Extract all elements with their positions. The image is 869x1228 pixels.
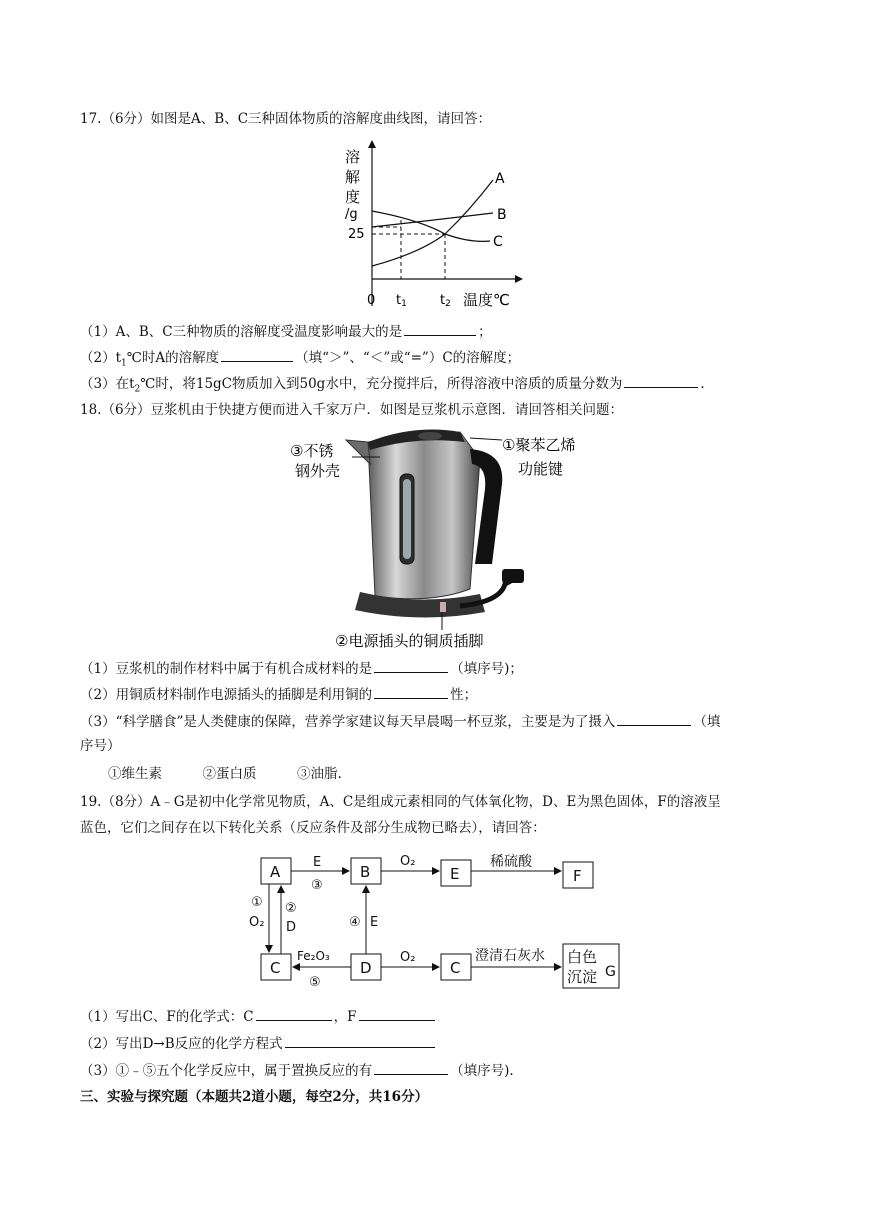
curve-c-label: C	[493, 234, 503, 250]
y-axis-label-4: /g	[345, 207, 358, 222]
y-tick-25: 25	[348, 227, 365, 242]
q17-blank-1[interactable]	[404, 321, 476, 336]
y-axis-label-3: 度	[345, 188, 361, 206]
arrow-ca-reagent: D	[286, 920, 297, 935]
q18-blank-2[interactable]	[374, 684, 448, 699]
arrow-ac-number: ①	[251, 895, 263, 910]
q17-stem: 17.（6分）如图是A、B、C三种固体物质的溶解度曲线图，请回答：	[80, 111, 492, 127]
arrow-be-label: O₂	[400, 854, 416, 869]
q17-sub2: $(2)t_1℃$时A的溶解度 （填“＞”、“＜”或“=”）C的溶解度；	[80, 347, 520, 373]
y-axis-label-1: 溶	[345, 148, 361, 166]
box-g-line1: 白色	[567, 948, 598, 966]
arrow-dc2-label: O₂	[400, 950, 416, 965]
label-polystyrene-1: ①聚苯乙烯	[502, 436, 576, 454]
arrow-dc-number: ⑤	[309, 975, 321, 990]
q18-sub2: （2）用铜质材料制作电源插头的插脚是利用铜的 性；	[80, 684, 477, 704]
q17-sub3: （3）在$t_2℃$时，将15gC物质加入到50g水中，充分搅拌后，所得溶液中溶质的质量分数为 .	[80, 373, 705, 399]
box-c-right: C	[450, 959, 461, 977]
q18-options: ①维生素 ②蛋白质 ③油脂.	[108, 766, 342, 782]
arrow-db-reagent: E	[370, 915, 379, 930]
arrow-ca-number: ②	[285, 901, 297, 916]
arrow-ef-label: 稀硫酸	[490, 854, 532, 870]
arrow-dc-reagent: Fe₂O₃	[297, 949, 330, 963]
q19-sub1: （1）写出C、F的化学式：C ，F	[80, 1006, 437, 1026]
x-tick-t1: t1	[396, 293, 407, 309]
q18-blank-3[interactable]	[617, 711, 691, 726]
arrow-cg-label: 澄清石灰水	[475, 948, 545, 964]
q18-sub3-cont: 序号）	[80, 738, 121, 754]
curve-a-label: A	[495, 171, 505, 187]
soymilk-maker-figure	[280, 424, 610, 652]
box-b: B	[360, 863, 371, 881]
q19-sub3: （3）①﹣⑤五个化学反应中，属于置换反应的有 （填序号).	[80, 1060, 514, 1080]
q17-blank-3[interactable]	[624, 373, 698, 388]
q18-blank-1[interactable]	[374, 658, 448, 673]
q17-blank-2[interactable]	[221, 347, 293, 362]
arrow-db-number: ④	[349, 915, 361, 930]
q18-sub3: （3）“科学膳食”是人类健康的保障，营养学家建议每天早晨喝一杯豆浆，主要是为了摄入 （填	[80, 711, 720, 731]
q18-stem: 18.（6分）豆浆机由于快捷方便而进入千家万户．如图是豆浆机示意图．请回答相关问题：	[80, 402, 624, 418]
box-g-line2: 沉淀	[567, 968, 598, 986]
q19-stem-1: 19.（8分）A﹣G是初中化学常见物质，A、C是组成元素相同的气体氧化物，D、E为黑色固体，F的溶液呈	[80, 794, 721, 810]
q17-sub1: （1）A、B、C三种物质的溶解度受温度影响最大的是 ；	[80, 321, 492, 341]
q19-blank-equation[interactable]	[285, 1033, 435, 1048]
x-origin-label: 0	[367, 293, 376, 308]
q18-sub1: （1）豆浆机的制作材料中属于有机合成材料的是 （填序号)；	[80, 658, 523, 678]
q19-stem-2: 蓝色，它们之间存在以下转化关系（反应条件及部分生成物已略去），请回答：	[80, 820, 546, 836]
label-polystyrene-2: 功能键	[518, 460, 564, 478]
q19-blank-3[interactable]	[374, 1060, 448, 1075]
q19-blank-f[interactable]	[359, 1006, 435, 1021]
q19-sub2: （2）写出D→B反应的化学方程式	[80, 1033, 437, 1053]
y-axis-label-2: 解	[345, 168, 361, 186]
box-e: E	[450, 865, 460, 883]
box-d: D	[360, 959, 372, 977]
label-stainless-steel-1: ③不锈	[290, 442, 334, 460]
label-copper-pin: ②电源插头的铜质插脚	[335, 632, 484, 650]
x-tick-t2: t2	[440, 293, 451, 309]
box-a: A	[270, 863, 281, 881]
q19-blank-c[interactable]	[256, 1006, 332, 1021]
box-f: F	[573, 867, 582, 885]
arrow-ab-label: E	[313, 855, 322, 870]
box-g-label: G	[605, 964, 616, 980]
label-stainless-steel-2: 钢外壳	[295, 462, 341, 480]
arrow-ac-reagent: O₂	[249, 915, 265, 930]
section-3-heading: 三、实验与探究题（本题共2道小题，每空2分，共16分）	[80, 1089, 429, 1105]
x-axis-label: 温度℃	[463, 291, 510, 309]
curve-a	[372, 180, 493, 266]
solubility-chart	[335, 138, 535, 316]
arrow-ab-number: ③	[311, 878, 323, 893]
box-c-left: C	[270, 959, 281, 977]
curve-b-label: B	[497, 207, 507, 223]
conversion-diagram	[245, 846, 630, 996]
